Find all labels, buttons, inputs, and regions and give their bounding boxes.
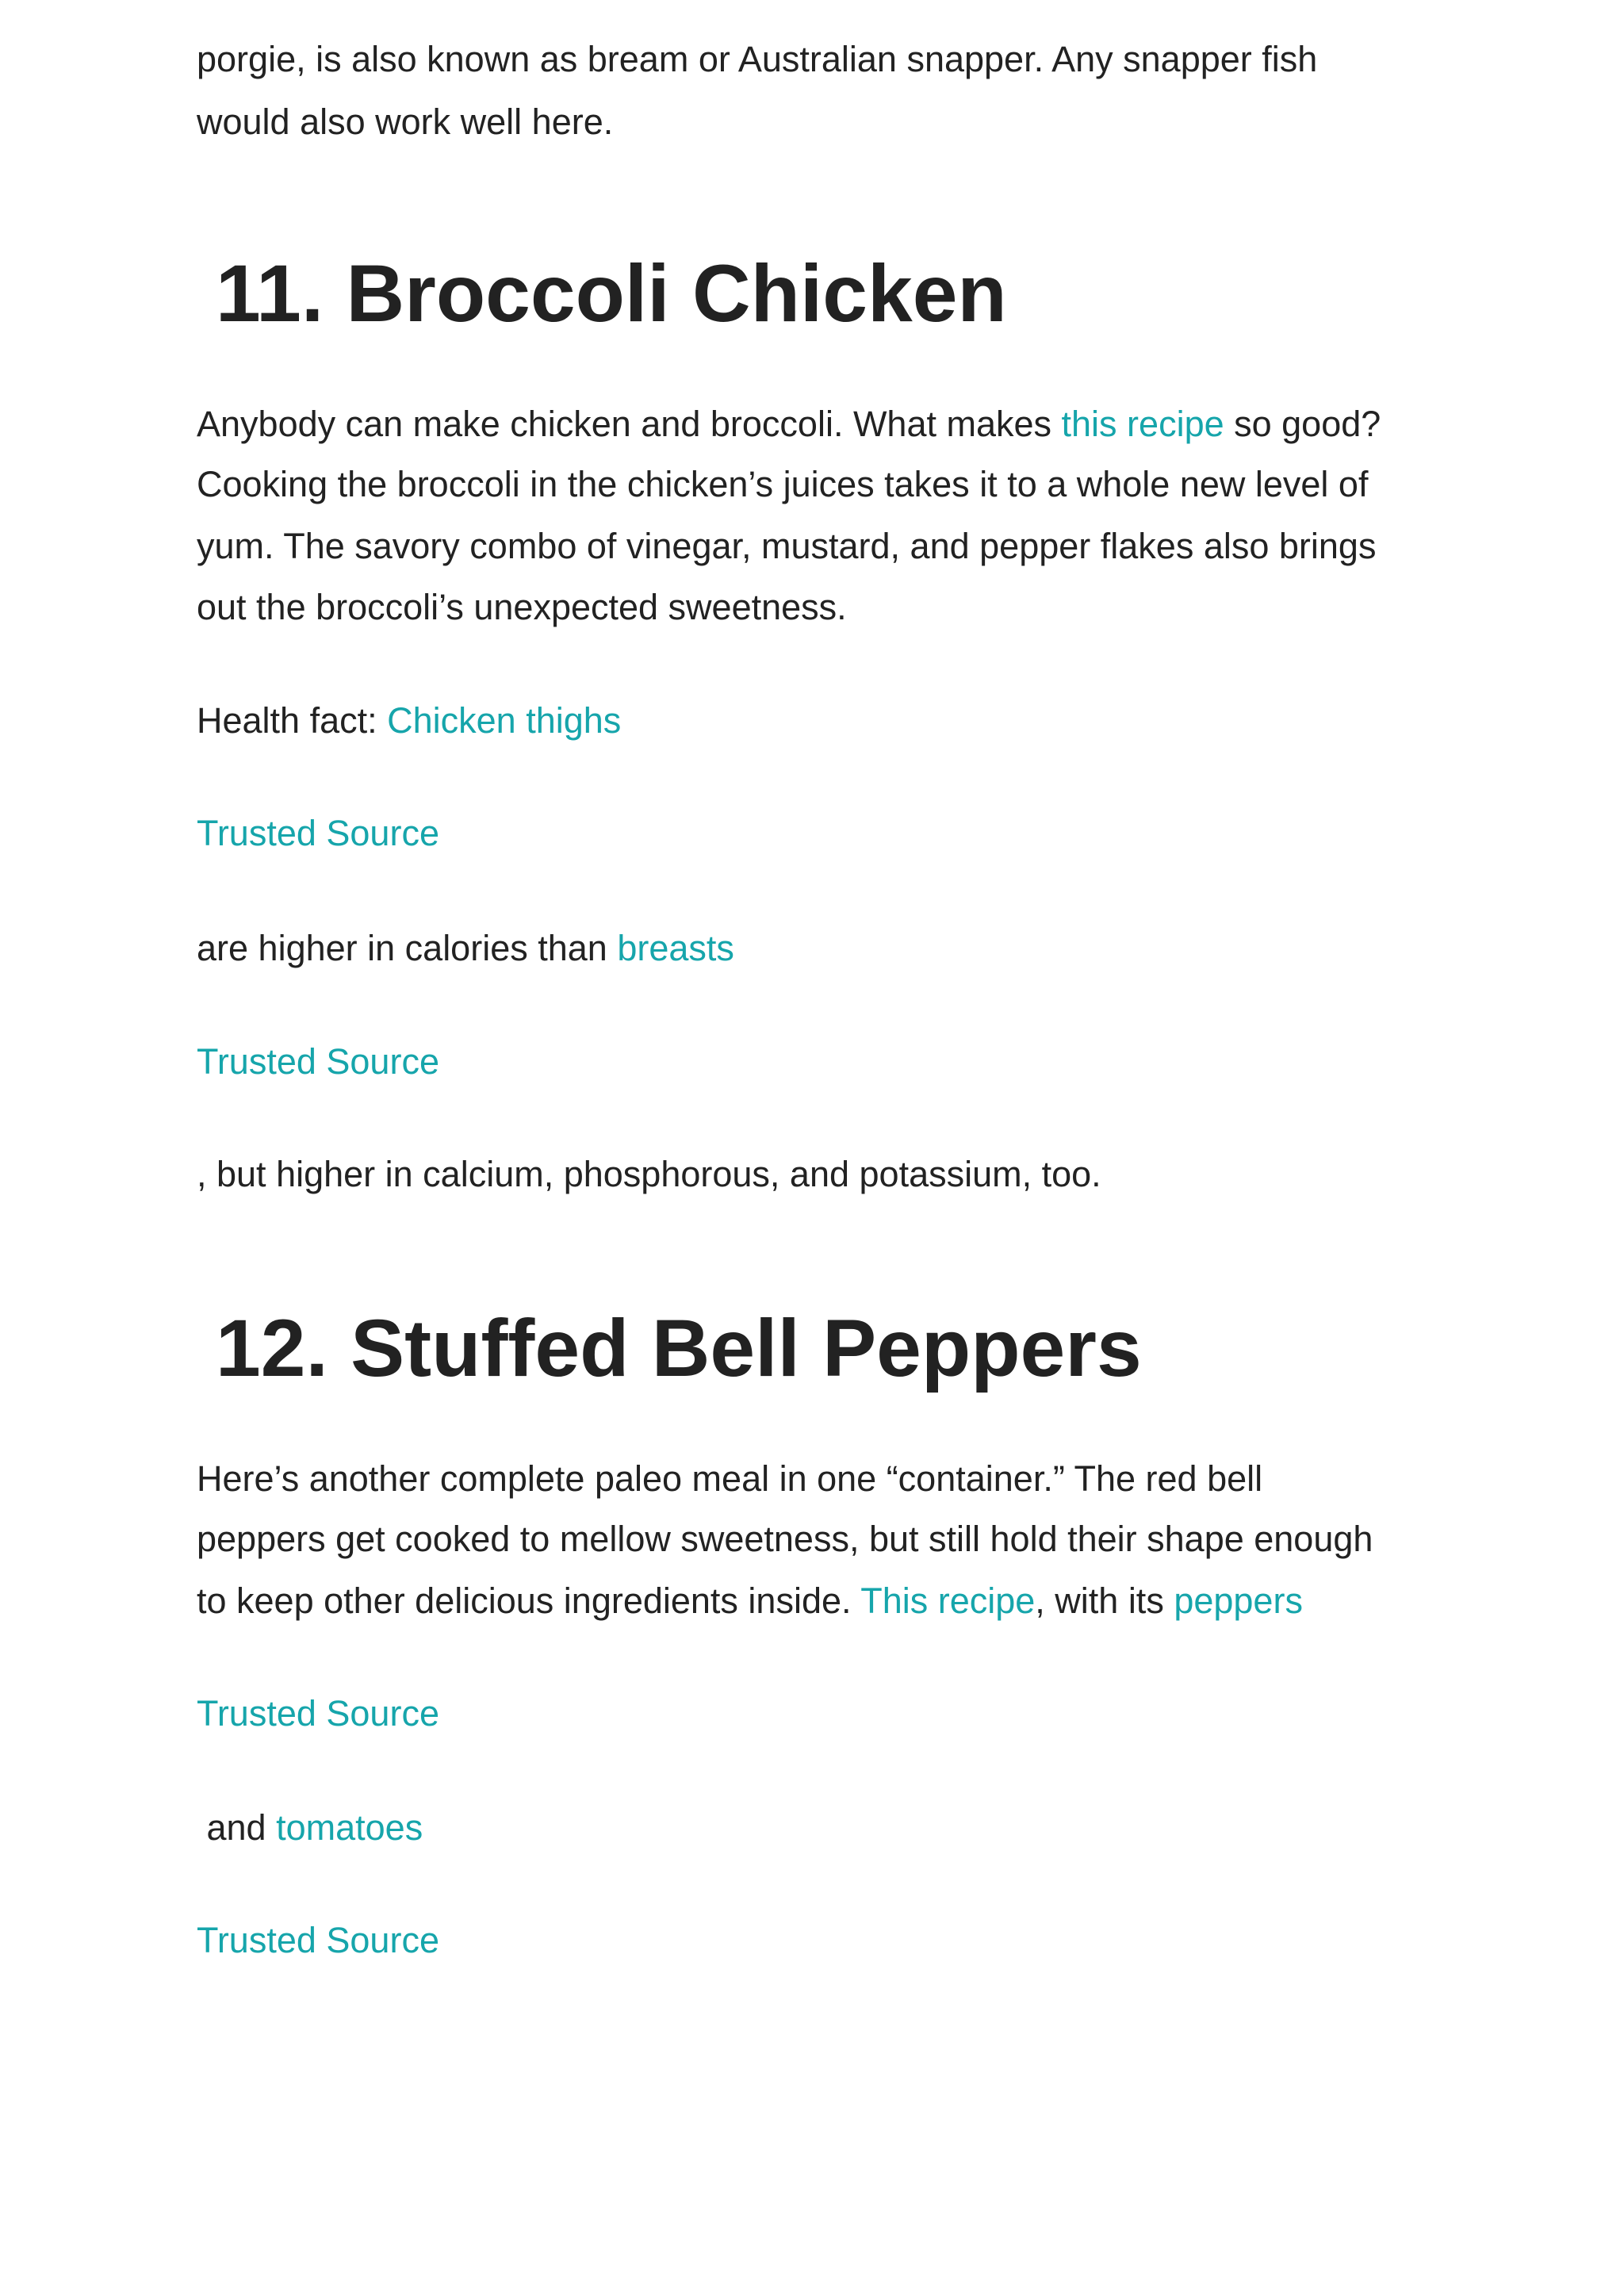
trusted-source-line (197, 1683, 1434, 1745)
this-recipe-link[interactable]: this recipe (1061, 404, 1224, 444)
health-fact-line (197, 690, 1434, 752)
para-text: to keep other delicious ingredients inside. (197, 1580, 861, 1621)
para-text: Anybody can make chicken and broccoli. What makes (197, 404, 1062, 444)
section-12-para-line-2 (197, 1508, 1434, 1570)
minerals-text: , but higher in calcium, phosphorous, and potassium, too. (197, 1154, 1101, 1194)
trusted-source-link[interactable]: Trusted Source (197, 1920, 439, 1960)
para-text: , with its (1035, 1580, 1174, 1621)
section-11-para-line-4 (197, 577, 1434, 638)
trusted-source-line (197, 803, 1434, 864)
section-11-para-line-3 (197, 515, 1434, 577)
calories-text: are higher in calories than (197, 928, 618, 968)
intro-text-2: would also work well here. (197, 102, 614, 142)
minerals-line (197, 1144, 1434, 1205)
para-text: yum. The savory combo of vinegar, mustard, and pepper flakes also brings (197, 526, 1377, 566)
tomatoes-line (197, 1797, 1434, 1859)
tomatoes-link[interactable]: tomatoes (276, 1807, 423, 1848)
trusted-source-line (197, 1910, 1434, 1971)
and-text: and (197, 1807, 277, 1848)
section-12-heading: 12. Stuffed Bell Peppers (216, 1303, 1142, 1393)
chicken-thighs-link[interactable]: Chicken thighs (387, 700, 622, 741)
health-fact-label: Health fact: (197, 700, 388, 741)
intro-line-1 (197, 29, 1434, 90)
intro-text-1: porgie, is also known as bream or Australian snapper. Any snapper fish (197, 39, 1318, 79)
section-12-para-line-3 (197, 1570, 1434, 1632)
trusted-source-line (197, 1031, 1434, 1093)
trusted-source-link[interactable]: Trusted Source (197, 1041, 439, 1082)
calories-line (197, 918, 1434, 979)
breasts-link[interactable]: breasts (617, 928, 734, 968)
trusted-source-link[interactable]: Trusted Source (197, 1693, 439, 1734)
para-text: out the broccoli’s unexpected sweetness. (197, 587, 847, 627)
section-11-heading: 11. Broccoli Chicken (216, 248, 1007, 339)
intro-line-2 (197, 91, 1434, 153)
section-11-para-line-2 (197, 454, 1434, 515)
para-text: Cooking the broccoli in the chicken’s juices takes it to a whole new level of (197, 464, 1369, 504)
section-12-para-line-1 (197, 1448, 1434, 1510)
para-text: Here’s another complete paleo meal in one “container.” The red bell (197, 1458, 1263, 1499)
section-11-para-line-1 (197, 393, 1434, 455)
this-recipe-link[interactable]: This recipe (860, 1580, 1036, 1621)
peppers-link[interactable]: peppers (1174, 1580, 1303, 1621)
trusted-source-link[interactable]: Trusted Source (197, 813, 439, 853)
para-text: so good? (1224, 404, 1381, 444)
para-text: peppers get cooked to mellow sweetness, but still hold their shape enough (197, 1519, 1373, 1559)
